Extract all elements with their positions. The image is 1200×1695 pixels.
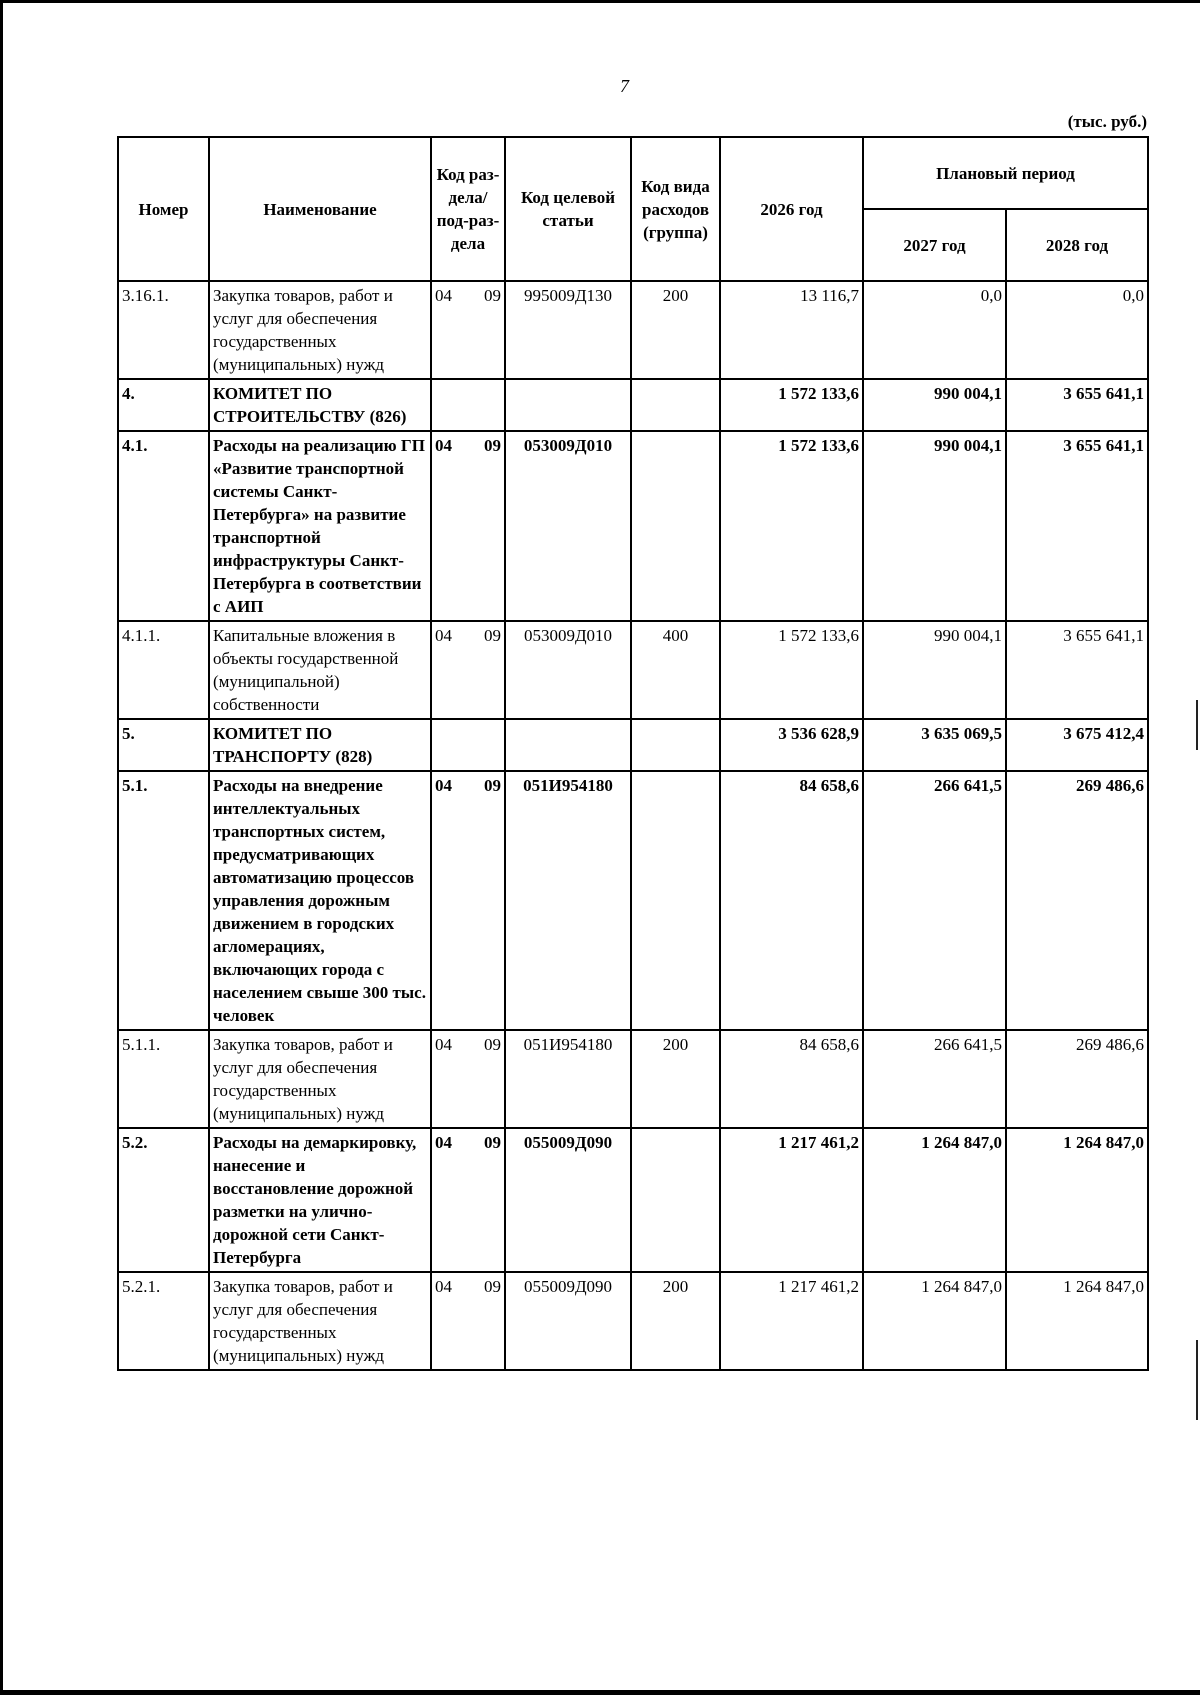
header-name: Наименование [209,137,431,281]
budget-table [117,136,1149,1371]
row-name: Расходы на демаркировку, нанесение и восстановление дорожной разметки на улично-дорожной сети Санкт-Петербурга [209,1128,431,1272]
row-value-2027: 990 004,1 [863,379,1006,431]
row-section-code [431,431,505,621]
header-expense-type: Код вида расходов (группа) [631,137,720,281]
row-target-code [505,379,631,431]
row-value-2027: 990 004,1 [863,431,1006,621]
scan-border-bottom [0,1690,1200,1695]
row-target-code: 053009Д010 [505,431,631,621]
podrazdel-code: 09 [484,1277,501,1296]
row-number: 5.1.1. [118,1030,209,1128]
row-value-2026: 1 572 133,6 [720,621,863,719]
row-name: КОМИТЕТ ПО СТРОИТЕЛЬСТВУ (826) [209,379,431,431]
row-number: 4.1. [118,431,209,621]
row-target-code: 055009Д090 [505,1272,631,1370]
row-expense-group: 200 [631,1030,720,1128]
row-number: 4. [118,379,209,431]
row-expense-group: 200 [631,1272,720,1370]
row-section-code [431,1272,505,1370]
table-row [118,431,1148,621]
table-row [118,1030,1148,1128]
page-number: 7 [620,76,629,96]
row-name: Закупка товаров, работ и услуг для обеспечения государственных (муниципальных) нужд [209,281,431,379]
podrazdel-code: 09 [484,776,501,795]
razdel-code: 04 [435,286,452,305]
table-row [118,281,1148,379]
row-expense-group: 400 [631,621,720,719]
row-target-code: 051И954180 [505,771,631,1030]
row-name: Закупка товаров, работ и услуг для обеспечения государственных (муниципальных) нужд [209,1030,431,1128]
podrazdel-code: 09 [484,1133,501,1152]
scan-mark [1196,1340,1198,1420]
row-name: Расходы на реализацию ГП «Развитие транспортной системы Санкт-Петербурга» на развитие транспортной инфраструктуры Санкт-Петербурга в соответствии с АИП [209,431,431,621]
podrazdel-code: 09 [484,1035,501,1054]
row-value-2027: 266 641,5 [863,1030,1006,1128]
row-value-2026: 3 536 628,9 [720,719,863,771]
razdel-code: 04 [435,1133,452,1152]
scan-border-left [0,0,3,1695]
razdel-code: 04 [435,1277,452,1296]
row-expense-group [631,719,720,771]
row-expense-group [631,771,720,1030]
row-name: КОМИТЕТ ПО ТРАНСПОРТУ (828) [209,719,431,771]
table-row [118,1272,1148,1370]
row-expense-group [631,379,720,431]
table-row [118,379,1148,431]
header-year-2027: 2027 год [863,209,1006,281]
row-value-2026: 13 116,7 [720,281,863,379]
row-value-2028: 1 264 847,0 [1006,1272,1148,1370]
podrazdel-code: 09 [484,626,501,645]
row-value-2027: 1 264 847,0 [863,1272,1006,1370]
table-row [118,1128,1148,1272]
row-expense-group: 200 [631,281,720,379]
podrazdel-code: 09 [484,286,501,305]
row-expense-group [631,1128,720,1272]
row-section-code [431,1030,505,1128]
row-value-2026: 1 217 461,2 [720,1272,863,1370]
row-expense-group [631,431,720,621]
row-section-code [431,281,505,379]
row-value-2026: 1 217 461,2 [720,1128,863,1272]
podrazdel-code: 09 [484,436,501,455]
row-value-2028: 1 264 847,0 [1006,1128,1148,1272]
row-value-2026: 84 658,6 [720,771,863,1030]
row-target-code: 053009Д010 [505,621,631,719]
row-name: Капитальные вложения в объекты государственной (муниципальной) собственности [209,621,431,719]
scan-mark [1196,700,1198,750]
row-value-2026: 1 572 133,6 [720,431,863,621]
header-section-code: Код раз-дела/ под-раз-дела [431,137,505,281]
header-year-2026: 2026 год [720,137,863,281]
row-value-2027: 1 264 847,0 [863,1128,1006,1272]
row-number: 5.2.1. [118,1272,209,1370]
row-section-code [431,771,505,1030]
razdel-code: 04 [435,626,452,645]
row-number: 5.1. [118,771,209,1030]
row-number: 3.16.1. [118,281,209,379]
table-row [118,771,1148,1030]
row-target-code [505,719,631,771]
header-year-2028: 2028 год [1006,209,1148,281]
row-number: 5. [118,719,209,771]
row-value-2028: 3 655 641,1 [1006,621,1148,719]
row-number: 4.1.1. [118,621,209,719]
table-row [118,621,1148,719]
row-value-2028: 3 675 412,4 [1006,719,1148,771]
row-section-code [431,1128,505,1272]
header-number: Номер [118,137,209,281]
row-value-2027: 266 641,5 [863,771,1006,1030]
row-section-code [431,621,505,719]
row-target-code: 995009Д130 [505,281,631,379]
scan-border-top [0,0,1200,3]
row-value-2028: 3 655 641,1 [1006,431,1148,621]
row-number: 5.2. [118,1128,209,1272]
row-name: Закупка товаров, работ и услуг для обеспечения государственных (муниципальных) нужд [209,1272,431,1370]
row-value-2028: 269 486,6 [1006,1030,1148,1128]
row-value-2027: 990 004,1 [863,621,1006,719]
units-label: (тыс. руб.) [1067,112,1147,131]
row-value-2026: 1 572 133,6 [720,379,863,431]
row-value-2027: 3 635 069,5 [863,719,1006,771]
table-row [118,719,1148,771]
razdel-code: 04 [435,1035,452,1054]
row-value-2026: 84 658,6 [720,1030,863,1128]
row-value-2027: 0,0 [863,281,1006,379]
razdel-code: 04 [435,776,452,795]
row-section-code [431,379,505,431]
row-value-2028: 3 655 641,1 [1006,379,1148,431]
row-value-2028: 0,0 [1006,281,1148,379]
row-value-2028: 269 486,6 [1006,771,1148,1030]
row-name: Расходы на внедрение интеллектуальных транспортных систем, предусматривающих автоматизацию процессов управления дорожным движением в городских агломерациях, включающих города с населением свыше 300 тыс. человек [209,771,431,1030]
row-target-code: 051И954180 [505,1030,631,1128]
row-target-code: 055009Д090 [505,1128,631,1272]
header-planned-period: Плановый период [863,137,1148,209]
row-section-code [431,719,505,771]
header-target-code: Код целевой статьи [505,137,631,281]
razdel-code: 04 [435,436,452,455]
